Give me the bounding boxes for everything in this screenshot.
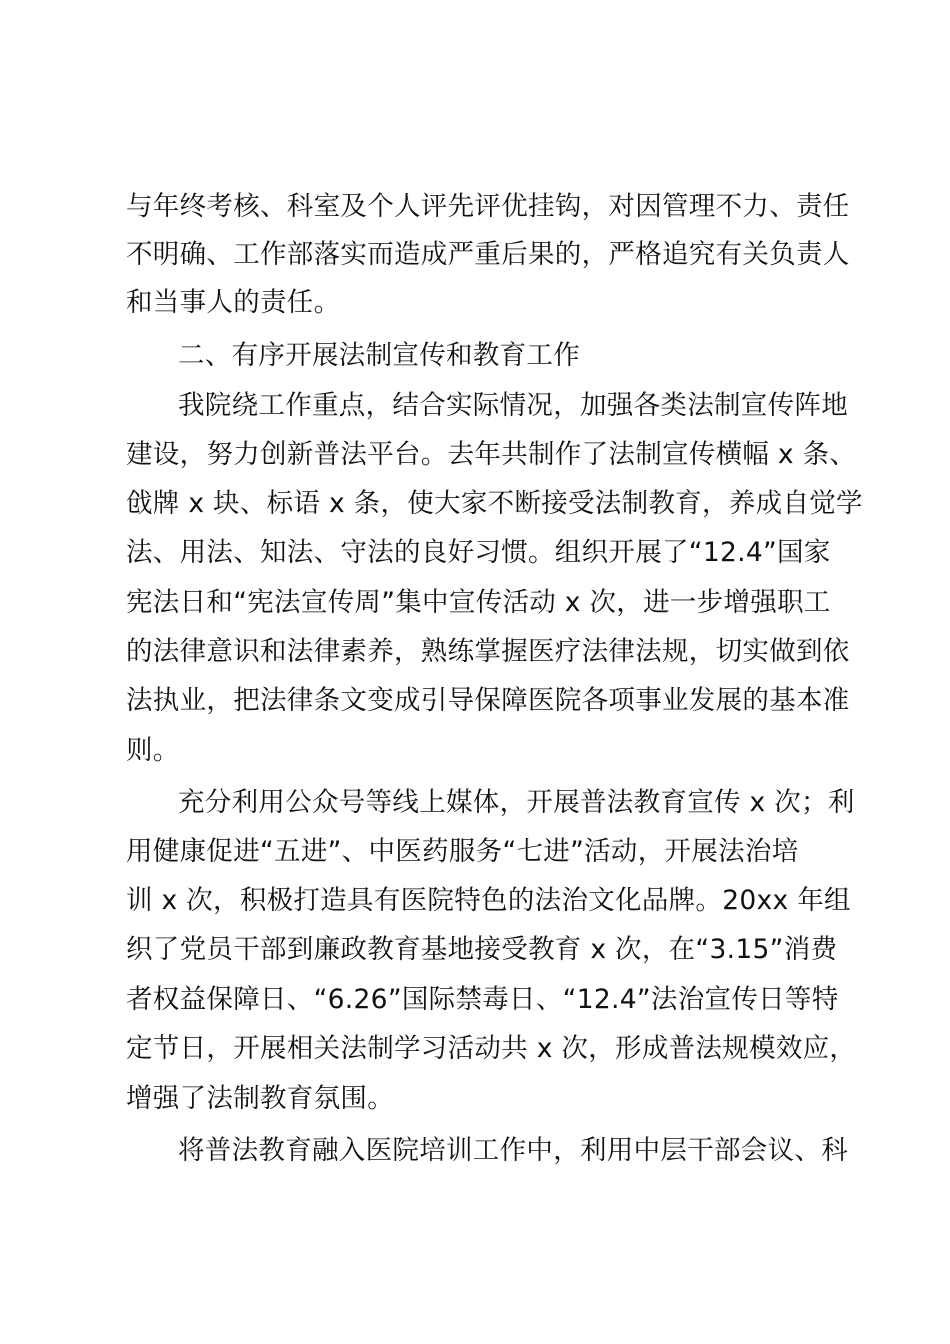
paragraph-line: 定节日，开展相关法制学习活动共 x 次，形成普法规模效应， xyxy=(126,1033,857,1064)
paragraph-line: 法、用法、知法、守法的良好习惯。组织开展了“12.4”国家 xyxy=(126,537,831,568)
paragraph-line: 法执业，把法律条文变成引导保障医院各项事业发展的基本准 xyxy=(126,685,850,716)
paragraph-line: 将普法教育融入医院培训工作中，利用中层干部会议、科 xyxy=(178,1135,848,1166)
paragraph-line: 的法律意识和法律素养，熟练掌握医疗法律法规，切实做到依 xyxy=(126,636,850,667)
paragraph-line: 与年终考核、科室及个人评先评优挂钩，对因管理不力、责任 xyxy=(126,191,850,222)
paragraph-line: 我院绕工作重点，结合实际情况，加强各类法制宣传阵地 xyxy=(178,390,848,421)
paragraph-line: 和当事人的责任。 xyxy=(126,287,341,318)
paragraph-line: 者权益保障日、“6.26”国际禁毒日、“12.4”法治宣传日等特 xyxy=(126,984,839,1015)
paragraph-line: 织了党员干部到廉政教育基地接受教育 x 次，在“3.15”消费 xyxy=(126,934,838,965)
paragraph-line: 则。 xyxy=(126,735,180,766)
paragraph-line: 训 x 次，积极打造具有医院特色的法治文化品牌。20xx 年组 xyxy=(126,885,851,916)
paragraph-line: 建设，努力创新普法平台。去年共制作了法制宣传横幅 x 条、 xyxy=(126,439,857,470)
paragraph-line: 用健康促进“五进”、中医药服务“七进”活动，开展法治培 xyxy=(126,836,799,867)
paragraph-line: 不明确、工作部落实而造成严重后果的，严格追究有关负责人 xyxy=(126,239,850,270)
paragraph-line: 增强了法制教育氛围。 xyxy=(126,1083,394,1114)
paragraph-line: 充分利用公众号等线上媒体，开展普法教育宣传 x 次；利 xyxy=(178,787,855,818)
paragraph-line: 戗牌 x 块、标语 x 条，使大家不断接受法制教育，养成自觉学 xyxy=(126,488,863,519)
section-heading: 二、有序开展法制宣传和教育工作 xyxy=(178,340,580,371)
paragraph-line: 宪法日和“宪法宣传周”集中宣传活动 x 次，进一步增强职工 xyxy=(126,587,831,618)
